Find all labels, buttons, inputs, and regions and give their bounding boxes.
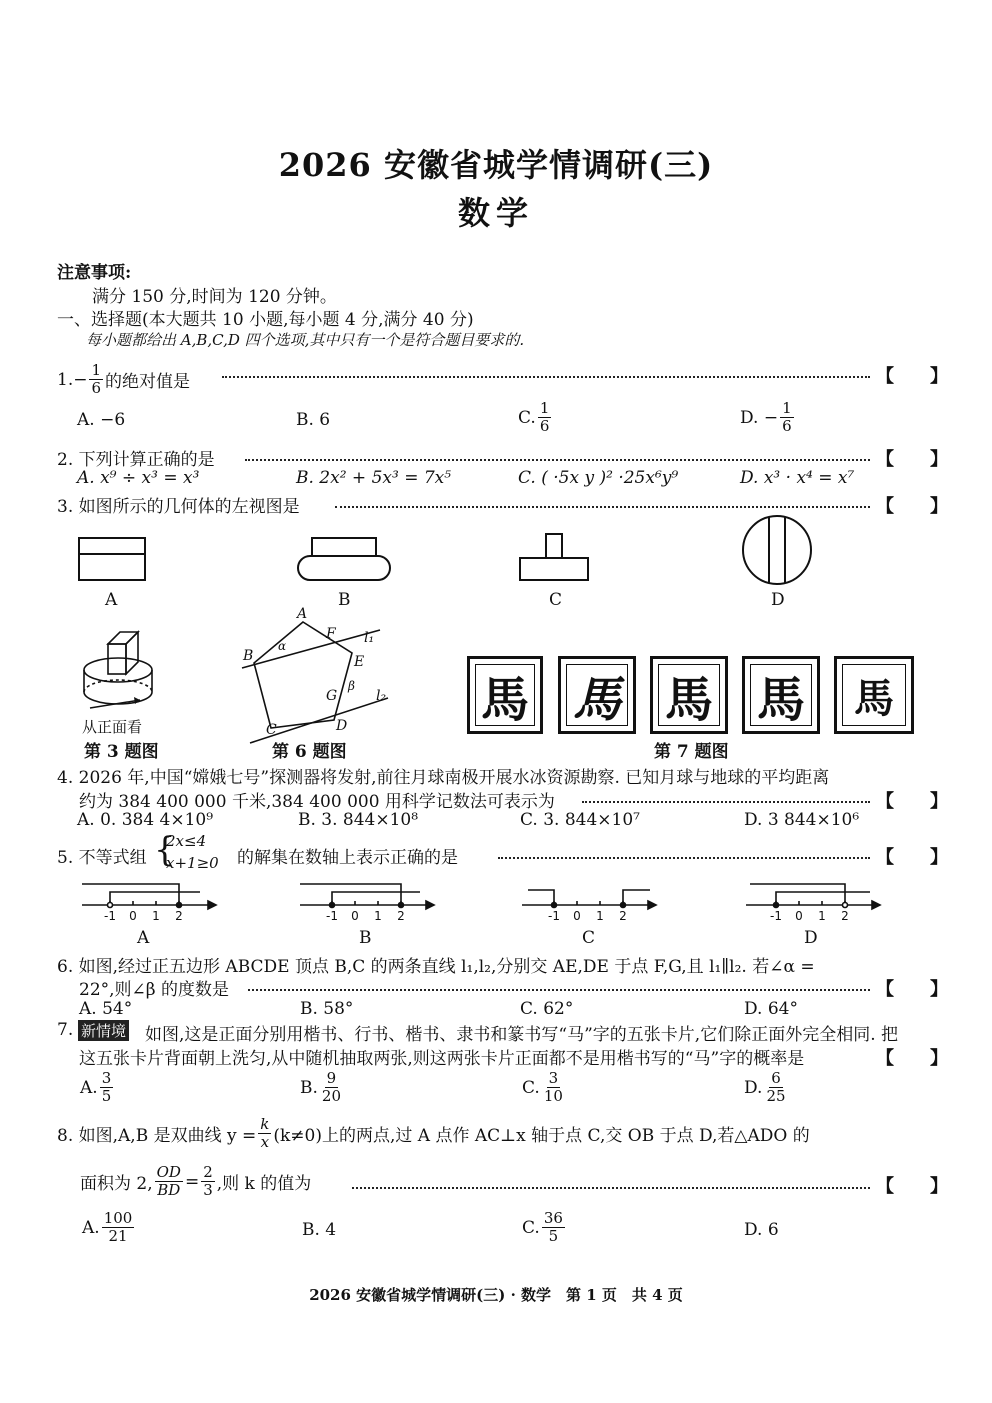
tick-label: 2 <box>397 909 405 923</box>
dot-leader <box>335 506 870 508</box>
minus-sign: − <box>73 369 88 390</box>
option-prefix: A. <box>82 1217 100 1238</box>
option-prefix: C. <box>522 1217 540 1238</box>
section-note: 每小题都给出 A,B,C,D 四个选项,其中只有一个是符合题目要求的. <box>86 331 525 349</box>
denominator: 5 <box>101 1087 112 1105</box>
card-character: 馬 <box>475 664 535 726</box>
numerator: k <box>260 1115 270 1133</box>
denominator: 10 <box>543 1087 563 1105</box>
question-7-line1: 如图,这是正面分别用楷书、行书、楷书、隶书和篆书写“马”字的五张卡片,它们除正面外完全相同. 把 <box>145 1025 898 1045</box>
question-5-text: 的解集在数轴上表示正确的是 <box>237 848 458 868</box>
equals-sign: = <box>184 1171 200 1192</box>
tick-label: 0 <box>795 909 803 923</box>
fraction <box>538 400 552 435</box>
label-e: E <box>354 654 365 670</box>
option-d: D. x³ · x⁴ = x⁷ <box>740 468 855 488</box>
fraction <box>764 1070 787 1105</box>
denominator: 5 <box>548 1227 559 1245</box>
question-6-line2: 22°,则∠β 的度数是 <box>79 980 230 1000</box>
question-3-stem: 3. 如图所示的几何体的左视图是 <box>57 497 300 517</box>
denominator: 6 <box>91 379 102 397</box>
numerator: 100 <box>103 1209 133 1227</box>
fig6-pentagon <box>230 608 400 738</box>
question-4-line1: 4. 2026 年,中国“嫦娥七号”探测器将发射,前往月球南极开展水冰资源勘察. 已知月球与地球的平均距离 <box>57 768 830 788</box>
dot-leader <box>582 801 870 803</box>
fraction <box>542 1070 565 1105</box>
denominator: 25 <box>766 1087 786 1105</box>
notice-line: 满分 150 分,时间为 120 分钟。 <box>92 287 337 307</box>
fig7-caption: 第 7 题图 <box>654 742 729 762</box>
question-6-line1: 6. 如图,经过正五边形 ABCDE 顶点 B,C 的两条直线 l₁,l₂,分别交 AE,DE 于点 F,G,且 l₁∥l₂. 若∠α = <box>57 957 815 977</box>
question-7-num: 7. <box>57 1020 74 1040</box>
exam-title: 2026 安徽省城学情调研(三) <box>278 146 714 184</box>
option-c <box>518 400 553 435</box>
option-d: D. 3 844×10⁶ <box>744 810 860 830</box>
page-footer: 2026 安徽省城学情调研(三) · 数学 第 1 页 共 4 页 <box>309 1286 683 1304</box>
label-a: A <box>297 606 308 622</box>
option-b-label: B <box>359 928 372 948</box>
denominator: 20 <box>321 1087 341 1105</box>
option-d: D. 6 <box>744 1220 779 1240</box>
tick-label: 0 <box>351 909 359 923</box>
option-b: B. 3. 844×10⁸ <box>298 810 419 830</box>
option-prefix: D. <box>744 1077 763 1098</box>
option-d <box>740 400 796 435</box>
denominator: x <box>260 1133 270 1151</box>
fraction <box>100 1070 114 1105</box>
question-8-line2 <box>80 1164 311 1199</box>
question-8-line1 <box>57 1116 810 1151</box>
option-d-label: D <box>771 590 785 610</box>
tick-label: 1 <box>818 909 826 923</box>
option-a <box>82 1210 136 1245</box>
label-l2: l₂ <box>376 688 387 704</box>
fraction <box>201 1164 215 1199</box>
option-b: B. 4 <box>302 1220 337 1240</box>
option-d: D. 64° <box>744 999 798 1019</box>
card-2 <box>558 656 636 734</box>
label-l1: l₁ <box>364 630 375 646</box>
text-segment: (k≠0)上的两点,过 A 点作 AC⊥x 轴于点 C,交 OB 于点 D,若△ADO 的 <box>273 1126 810 1146</box>
option-prefix: C. <box>518 407 536 428</box>
tick-label: -1 <box>104 909 116 923</box>
card-character: 馬 <box>658 664 720 726</box>
question-number: 1. <box>57 369 74 390</box>
question-1-stem <box>57 362 190 397</box>
numerator: 3 <box>548 1069 559 1087</box>
fig6-caption: 第 6 题图 <box>272 742 347 762</box>
numerator: 2 <box>203 1163 213 1181</box>
card-3 <box>650 656 728 734</box>
option-b: B. 6 <box>296 410 331 430</box>
numerator: 9 <box>326 1069 337 1087</box>
dot-leader <box>248 989 870 991</box>
dot-leader <box>245 459 870 461</box>
number-lines <box>0 870 992 930</box>
question-4-line2: 约为 384 400 000 千米,384 400 000 用科学记数法可表示为 <box>79 792 555 812</box>
q3-options-figure <box>0 520 992 620</box>
answer-bracket: 【 】 <box>876 1048 948 1069</box>
answer-bracket: 【 】 <box>876 449 948 470</box>
option-a: A. −6 <box>77 410 126 430</box>
option-b-label: B <box>338 590 351 610</box>
option-prefix: D. − <box>740 407 779 428</box>
answer-bracket: 【 】 <box>876 496 948 517</box>
option-a-label: A <box>137 928 150 948</box>
answer-bracket: 【 】 <box>876 1176 948 1197</box>
option-d-label: D <box>804 928 818 948</box>
option-c: C. 3. 844×10⁷ <box>520 810 640 830</box>
card-character: 馬 <box>842 664 906 726</box>
fraction <box>320 1070 343 1105</box>
tick-label: 1 <box>152 909 160 923</box>
option-c <box>522 1070 567 1105</box>
numerator: 1 <box>539 399 550 417</box>
answer-bracket: 【 】 <box>876 847 948 868</box>
card-character: 馬 <box>750 664 812 726</box>
numerator: OD <box>156 1163 181 1181</box>
card-character: 馬 <box>566 664 628 726</box>
option-a: A. 54° <box>79 999 133 1019</box>
card-1 <box>467 656 543 734</box>
fraction <box>89 362 103 397</box>
option-b: B. 2x² + 5x³ = 7x⁵ <box>296 468 452 488</box>
label-b: B <box>243 648 254 664</box>
option-c: C. 62° <box>520 999 574 1019</box>
tick-label: 2 <box>175 909 183 923</box>
option-a-label: A <box>105 590 118 610</box>
label-d: D <box>336 718 348 734</box>
fig3-solid <box>70 630 170 720</box>
answer-bracket: 【 】 <box>876 791 948 812</box>
question-7-line2: 这五张卡片背面朝上洗匀,从中随机抽取两张,则这两张卡片正面都不是用楷书写的“马”字的概率是 <box>79 1049 805 1069</box>
denominator: 21 <box>108 1227 128 1245</box>
text-segment: 8. 如图,A,B 是双曲线 y = <box>57 1126 257 1146</box>
subject-title: 数学 <box>457 194 534 232</box>
tick-label: 0 <box>573 909 581 923</box>
numerator: 1 <box>91 361 102 379</box>
front-view-label: 从正面看 <box>82 718 143 736</box>
option-a: A. x⁹ ÷ x³ = x³ <box>77 468 200 488</box>
label-f: F <box>326 626 336 642</box>
denominator: BD <box>157 1181 181 1199</box>
fraction <box>780 400 794 435</box>
option-prefix: A. <box>80 1077 98 1098</box>
option-prefix: C. <box>522 1077 540 1098</box>
card-4 <box>742 656 820 734</box>
option-c-label: C <box>549 590 563 610</box>
inequality-2: x+1≥0 <box>166 854 219 872</box>
option-prefix: B. <box>300 1077 318 1098</box>
dot-leader <box>222 376 870 378</box>
answer-bracket: 【 】 <box>876 366 948 387</box>
label-g: G <box>326 688 338 704</box>
question-5-num: 5. 不等式组 <box>57 848 147 868</box>
text-segment: 面积为 2, <box>80 1174 153 1194</box>
fraction <box>542 1210 565 1245</box>
option-b <box>300 1070 345 1105</box>
fraction <box>258 1116 271 1151</box>
tick-label: -1 <box>326 909 338 923</box>
section-title: 一、选择题(本大题共 10 小题,每小题 4 分,满分 40 分) <box>57 310 474 330</box>
numerator: 36 <box>543 1209 563 1227</box>
denominator: 3 <box>203 1181 213 1199</box>
dot-leader <box>352 1187 870 1189</box>
tick-label: 1 <box>374 909 382 923</box>
option-c: C. ( ·5x y )² ·25x⁶y⁹ <box>518 468 679 488</box>
numerator: 3 <box>101 1069 112 1087</box>
numerator: 1 <box>782 399 792 417</box>
option-c-label: C <box>582 928 596 948</box>
denominator: 6 <box>782 417 792 435</box>
option-a: A. 0. 384 4×10⁹ <box>77 810 214 830</box>
question-2-stem: 2. 下列计算正确的是 <box>57 450 215 470</box>
option-c <box>522 1210 567 1245</box>
angle-alpha: α <box>278 639 287 653</box>
tick-label: 2 <box>619 909 627 923</box>
dot-leader <box>498 857 870 859</box>
text-segment: ,则 k 的值为 <box>216 1174 312 1194</box>
fraction <box>155 1164 183 1199</box>
new-context-tag: 新情境 <box>78 1020 129 1041</box>
option-d <box>744 1070 790 1105</box>
answer-bracket: 【 】 <box>876 979 948 1000</box>
tick-label: 0 <box>129 909 137 923</box>
option-a <box>80 1070 115 1105</box>
fraction <box>102 1210 135 1245</box>
denominator: 6 <box>539 417 550 435</box>
card-5 <box>834 656 914 734</box>
tick-label: 1 <box>596 909 604 923</box>
notice-heading: 注意事项: <box>57 263 132 283</box>
tick-label: -1 <box>770 909 782 923</box>
brace: { <box>154 830 176 870</box>
tick-label: -1 <box>548 909 560 923</box>
inequality-1: 2x≤4 <box>166 832 207 850</box>
fig3-caption: 第 3 题图 <box>84 742 159 762</box>
question-text: 的绝对值是 <box>105 372 191 392</box>
numerator: 6 <box>771 1069 781 1087</box>
option-b: B. 58° <box>300 999 354 1019</box>
label-c: C <box>266 722 277 738</box>
angle-beta: β <box>348 679 355 693</box>
tick-label: 2 <box>841 909 849 923</box>
